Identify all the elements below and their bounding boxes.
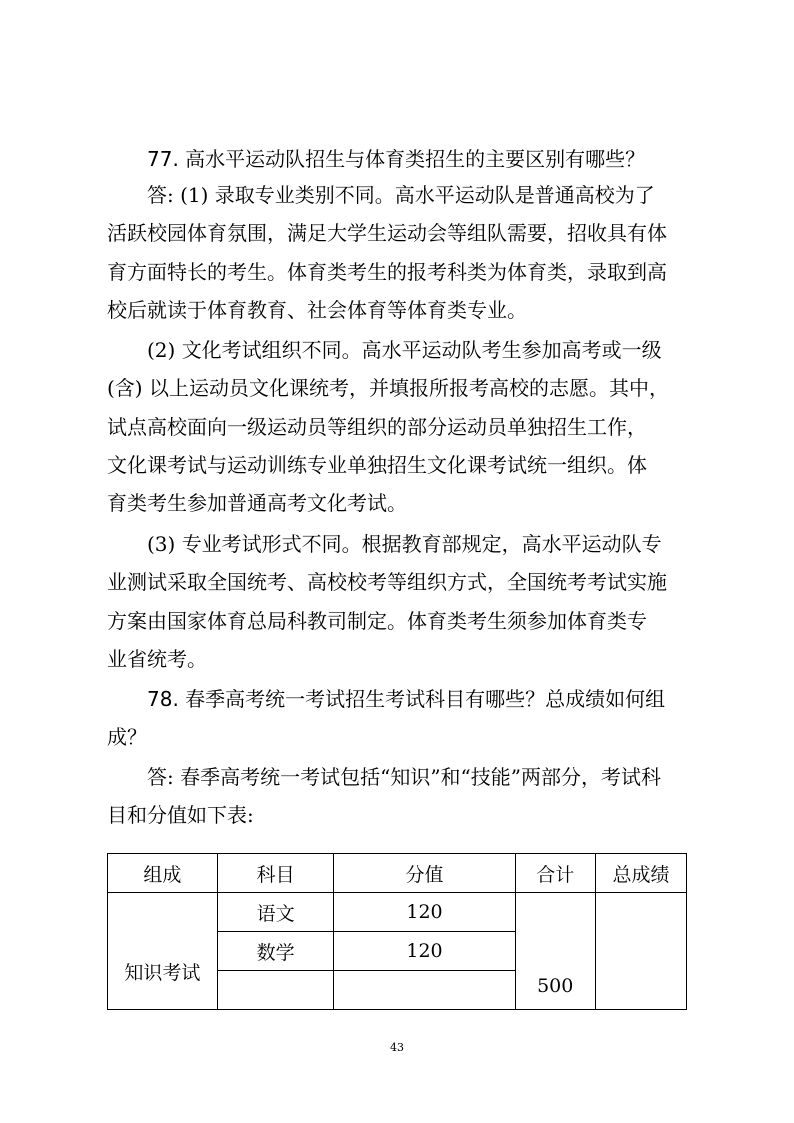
table-clip bbox=[100, 840, 700, 997]
text-line: (含) 以上运动员文化课统考，并填报所报考高校的志愿。其中， bbox=[107, 376, 669, 401]
subject-cell: 语文 bbox=[217, 893, 334, 932]
answer-78 bbox=[107, 758, 693, 835]
subject-cell: 数学 bbox=[217, 932, 334, 971]
title-line: 78. 春季高考统一考试招生考试科目有哪些？总成绩如何组 bbox=[147, 687, 666, 711]
table-row bbox=[108, 893, 687, 932]
text-line: 文化课考试与运动训练专业单独招生文化课考试统一组织。体 bbox=[107, 452, 647, 477]
text-line: 育方面特长的考生。体育类考生的报考科类为体育类，录取到高 bbox=[107, 259, 667, 284]
question-77-title: 77. 高水平运动队招生与体育类招生的主要区别有哪些？ bbox=[147, 147, 646, 171]
subject-cell bbox=[217, 971, 334, 1010]
text-line: 试点高校面向一级运动员等组织的部分运动员单独招生工作， bbox=[107, 414, 647, 439]
text-line: 答: 春季高考统一考试包括“知识”和“技能”两部分，考试科 bbox=[147, 765, 661, 789]
overall-cell bbox=[595, 893, 686, 1010]
score-cell: 120 bbox=[334, 893, 515, 932]
text-line: 业省统考。 bbox=[107, 646, 207, 671]
text-line: 方案由国家体育总局科教司制定。体育类考生须参加体育类专 bbox=[107, 608, 647, 633]
answer-77-part3 bbox=[107, 525, 693, 678]
text-line: 业测试采取全国统考、高校校考等组织方式，全国统考考试实施 bbox=[107, 570, 667, 595]
text-line: 答: (1) 录取专业类别不同。高水平运动队是普通高校为了 bbox=[147, 183, 655, 207]
score-cell: 120 bbox=[334, 932, 515, 971]
header-cell: 合计 bbox=[515, 854, 595, 893]
answer-77-part1 bbox=[107, 176, 693, 329]
text-line: 校后就读于体育教育、社会体育等体育类专业。 bbox=[107, 297, 527, 322]
header-cell: 分值 bbox=[334, 854, 515, 893]
header-cell: 组成 bbox=[108, 854, 218, 893]
text-line: 目和分值如下表: bbox=[107, 803, 254, 828]
group-cell: 知识考试 bbox=[108, 893, 218, 1010]
table-header-row bbox=[108, 854, 687, 893]
text-line: (2) 文化考试组织不同。高水平运动队考生参加高考或一级 bbox=[147, 338, 662, 362]
text-line: 活跃校园体育氛围，满足大学生运动会等组队需要，招收具有体 bbox=[107, 221, 667, 246]
question-78-title bbox=[107, 680, 693, 756]
text-line: 育类考生参加普通高考文化考试。 bbox=[107, 491, 407, 516]
header-cell: 总成绩 bbox=[595, 854, 686, 893]
answer-77-part2 bbox=[107, 331, 693, 522]
score-cell bbox=[334, 971, 515, 1010]
page-number: 43 bbox=[390, 1041, 404, 1054]
total-cell: 500 bbox=[515, 893, 595, 1010]
header-cell: 科目 bbox=[217, 854, 334, 893]
title-line: 成？ bbox=[107, 725, 147, 749]
subjects-table bbox=[107, 853, 687, 1010]
text-line: (3) 专业考试形式不同。根据教育部规定，高水平运动队专 bbox=[147, 532, 662, 556]
